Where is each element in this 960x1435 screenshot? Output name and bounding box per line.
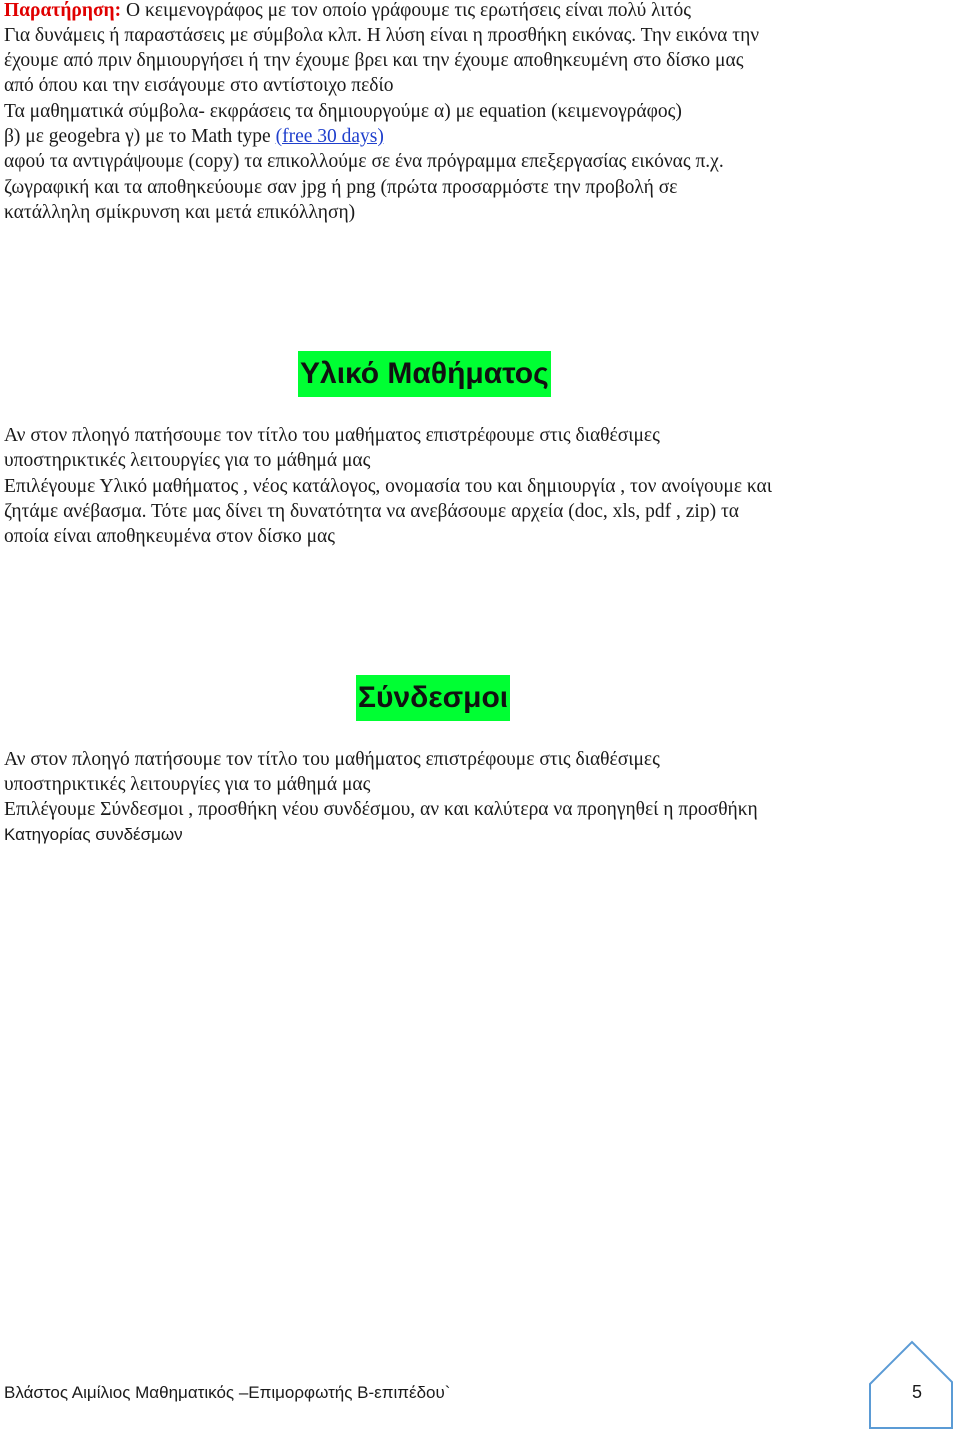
intro-line-3: έχουμε από πριν δημιουργήσει ή την έχουμε βρει και την έχουμε αποθηκευμένη στο δίσκο μας bbox=[4, 50, 744, 71]
section1-line-1: Αν στον πλοηγό πατήσουμε τον τίτλο του μαθήματος επιστρέφουμε στις διαθέσιμες bbox=[4, 425, 660, 446]
section1-line-3: Επιλέγουμε Υλικό μαθήματος , νέος κατάλογος, ονομασία του και δημιουργία , τον ανοίγουμε και bbox=[4, 476, 773, 497]
section2-line-1: Αν στον πλοηγό πατήσουμε τον τίτλο του μαθήματος επιστρέφουμε στις διαθέσιμες bbox=[4, 749, 660, 770]
intro-line-9: κατάλληλη σμίκρυνση και μετά επικόλληση) bbox=[4, 202, 356, 223]
intro-line-2: Για δυνάμεις ή παραστάσεις με σύμβολα κλπ. Η λύση είναι η προσθήκη εικόνας. Την εικόνα την bbox=[4, 25, 760, 46]
intro-line-7: αφού τα αντιγράψουμε (copy) τα επικολλούμε σε ένα πρόγραμμα επεξεργασίας εικόνας π.χ. bbox=[4, 151, 724, 172]
section2-line-2: υποστηρικτικές λειτουργίες για το μάθημά μας bbox=[4, 774, 371, 795]
free-trial-link[interactable]: (free 30 days) bbox=[275, 126, 384, 147]
intro-line-5: Τα μαθηματικά σύμβολα- εκφράσεις τα δημιουργούμε α) με equation (κειμενογράφος) bbox=[4, 101, 682, 122]
footer-author: Βλάστος Αιμίλιος Μαθηματικός –Επιμορφωτής Β-επιπέδου` bbox=[4, 1383, 451, 1402]
note-label: Παρατήρηση: bbox=[4, 0, 122, 21]
section1-line-4: ζητάμε ανέβασμα. Τότε μας δίνει τη δυνατότητα να ανεβάσουμε αρχεία (doc, xls, pdf , zip) τα bbox=[4, 501, 740, 522]
section-heading-links: Σύνδεσμοι bbox=[356, 675, 510, 721]
intro-line-8: ζωγραφική και τα αποθηκεύουμε σαν jpg ή png (πρώτα προσαρμόστε την προβολή σε bbox=[4, 177, 678, 198]
page-number: 5 bbox=[911, 1382, 922, 1402]
intro-line-6-text: β) με geogebra γ) με το Math type bbox=[4, 126, 276, 147]
section2-line-4: Κατηγορίας συνδέσμων bbox=[4, 825, 183, 844]
intro-line-1-text: Ο κειμενογράφος με τον οποίο γράφουμε τις ερωτήσεις είναι πολύ λιτός bbox=[121, 0, 691, 21]
intro-line-6 bbox=[4, 124, 384, 149]
section1-line-2: υποστηρικτικές λειτουργίες για το μάθημά μας bbox=[4, 450, 371, 471]
intro-line-4: από όπου και την εισάγουμε στο αντίστοιχο πεδίο bbox=[4, 75, 394, 96]
section-heading-course-material: Υλικό Μαθήματος bbox=[298, 351, 551, 397]
intro-line-1 bbox=[4, 0, 691, 23]
section2-line-3: Επιλέγουμε Σύνδεσμοι , προσθήκη νέου συνδέσμου, αν και καλύτερα να προηγηθεί η προσθήκη bbox=[4, 799, 758, 820]
section1-line-5: οποία είναι αποθηκευμένα στον δίσκο μας bbox=[4, 526, 335, 547]
